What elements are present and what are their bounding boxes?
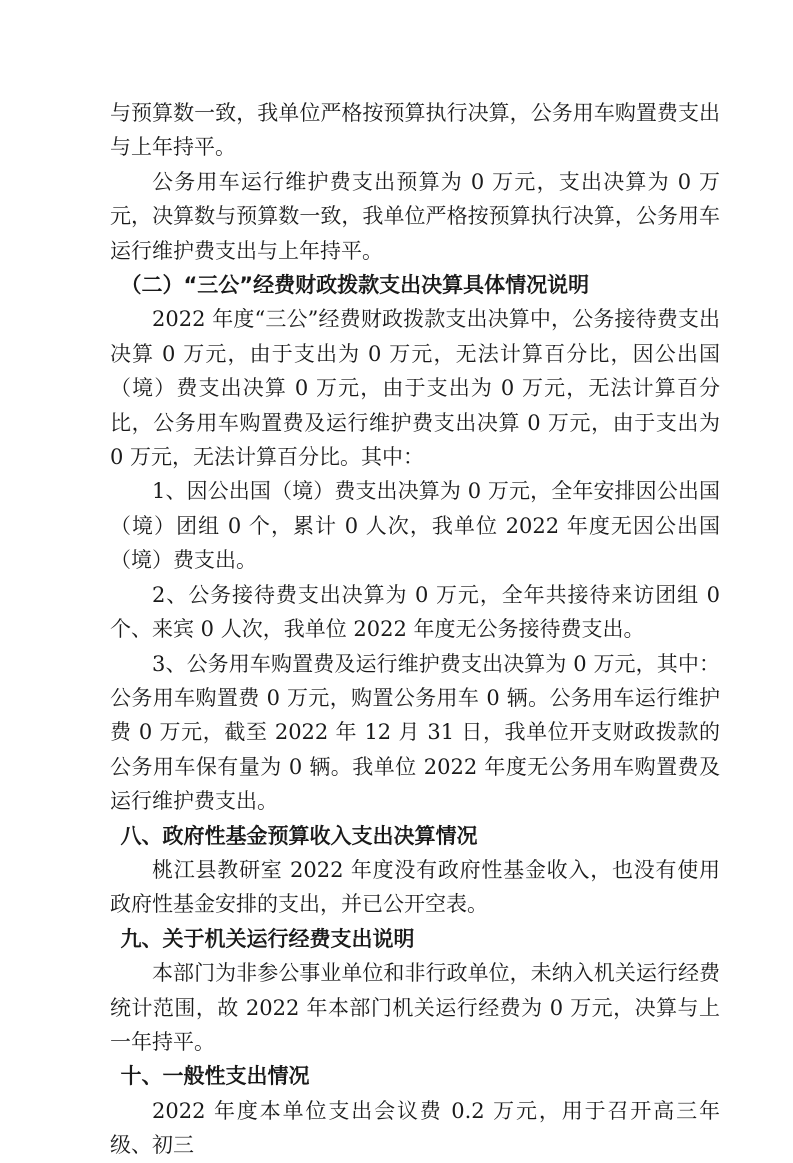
document-body: [110, 96, 720, 1163]
section-heading-operating-expenses: 九、关于机关运行经费支出说明: [120, 926, 415, 951]
paragraph-official-reception: 2、公务接待费支出决算为 0 万元，全年共接待来访团组 0 个、来宾 0 人次，我单位 2022 年度无公务接待费支出。: [110, 582, 720, 642]
paragraph-operating-expenses: 本部门为非参公事业单位和非行政单位，未纳入机关运行经费统计范围，故 2022 年本部门机关运行经费为 0 万元，决算与上一年持平。: [110, 961, 720, 1054]
paragraph-official-vehicles: 3、公务用车购置费及运行维护费支出决算为 0 万元，其中：公务用车购置费 0 万元，购置公务用车 0 辆。公务用车运行维护费 0 万元，截至 2022 年 12 月 31 日，我单位开支财政拨款的公务用车保有量为 0 辆。我单位 2022 年度无公务用车购置费及运行维护费支出。: [110, 651, 720, 814]
paragraph-vehicle-maintenance: 公务用车运行维护费支出预算为 0 万元，支出决算为 0 万元，决算数与预算数一致，我单位严格按预算执行决算，公务用车运行维护费支出与上年持平。: [110, 169, 720, 263]
section-heading-general-expenses: 十、一般性支出情况: [120, 1064, 310, 1089]
section-heading-government-funds: 八、政府性基金预算收入支出决算情况: [120, 823, 478, 848]
paragraph-three-public-summary: 2022 年度“三公”经费财政拨款支出决算中，公务接待费支出决算 0 万元，由于支出为 0 万元，无法计算百分比，因公出国（境）费支出决算 0 万元，由于支出为 0 万元，无法计算百分比，公务用车购置费及运行维护费支出决算 0 万元，由于支出为 0 万元，无法计算百分比。其中：: [110, 307, 720, 470]
paragraph-government-funds: 桃江县教研室 2022 年度没有政府性基金收入，也没有使用政府性基金安排的支出，并已公开空表。: [110, 857, 720, 917]
paragraph-overseas-travel: 1、因公出国（境）费支出决算为 0 万元，全年安排因公出国（境）团组 0 个，累计 0 人次，我单位 2022 年度无因公出国（境）费支出。: [110, 479, 720, 573]
section-heading-three-public-funds: （二）“三公”经费财政拨款支出决算具体情况说明: [120, 273, 590, 298]
paragraph-general-expenses: 2022 年度本单位支出会议费 0.2 万元，用于召开高三年级、初三: [110, 1098, 720, 1158]
paragraph-continuation: 与预算数一致，我单位严格按预算执行决算，公务用车购置费支出与上年持平。: [110, 101, 720, 160]
